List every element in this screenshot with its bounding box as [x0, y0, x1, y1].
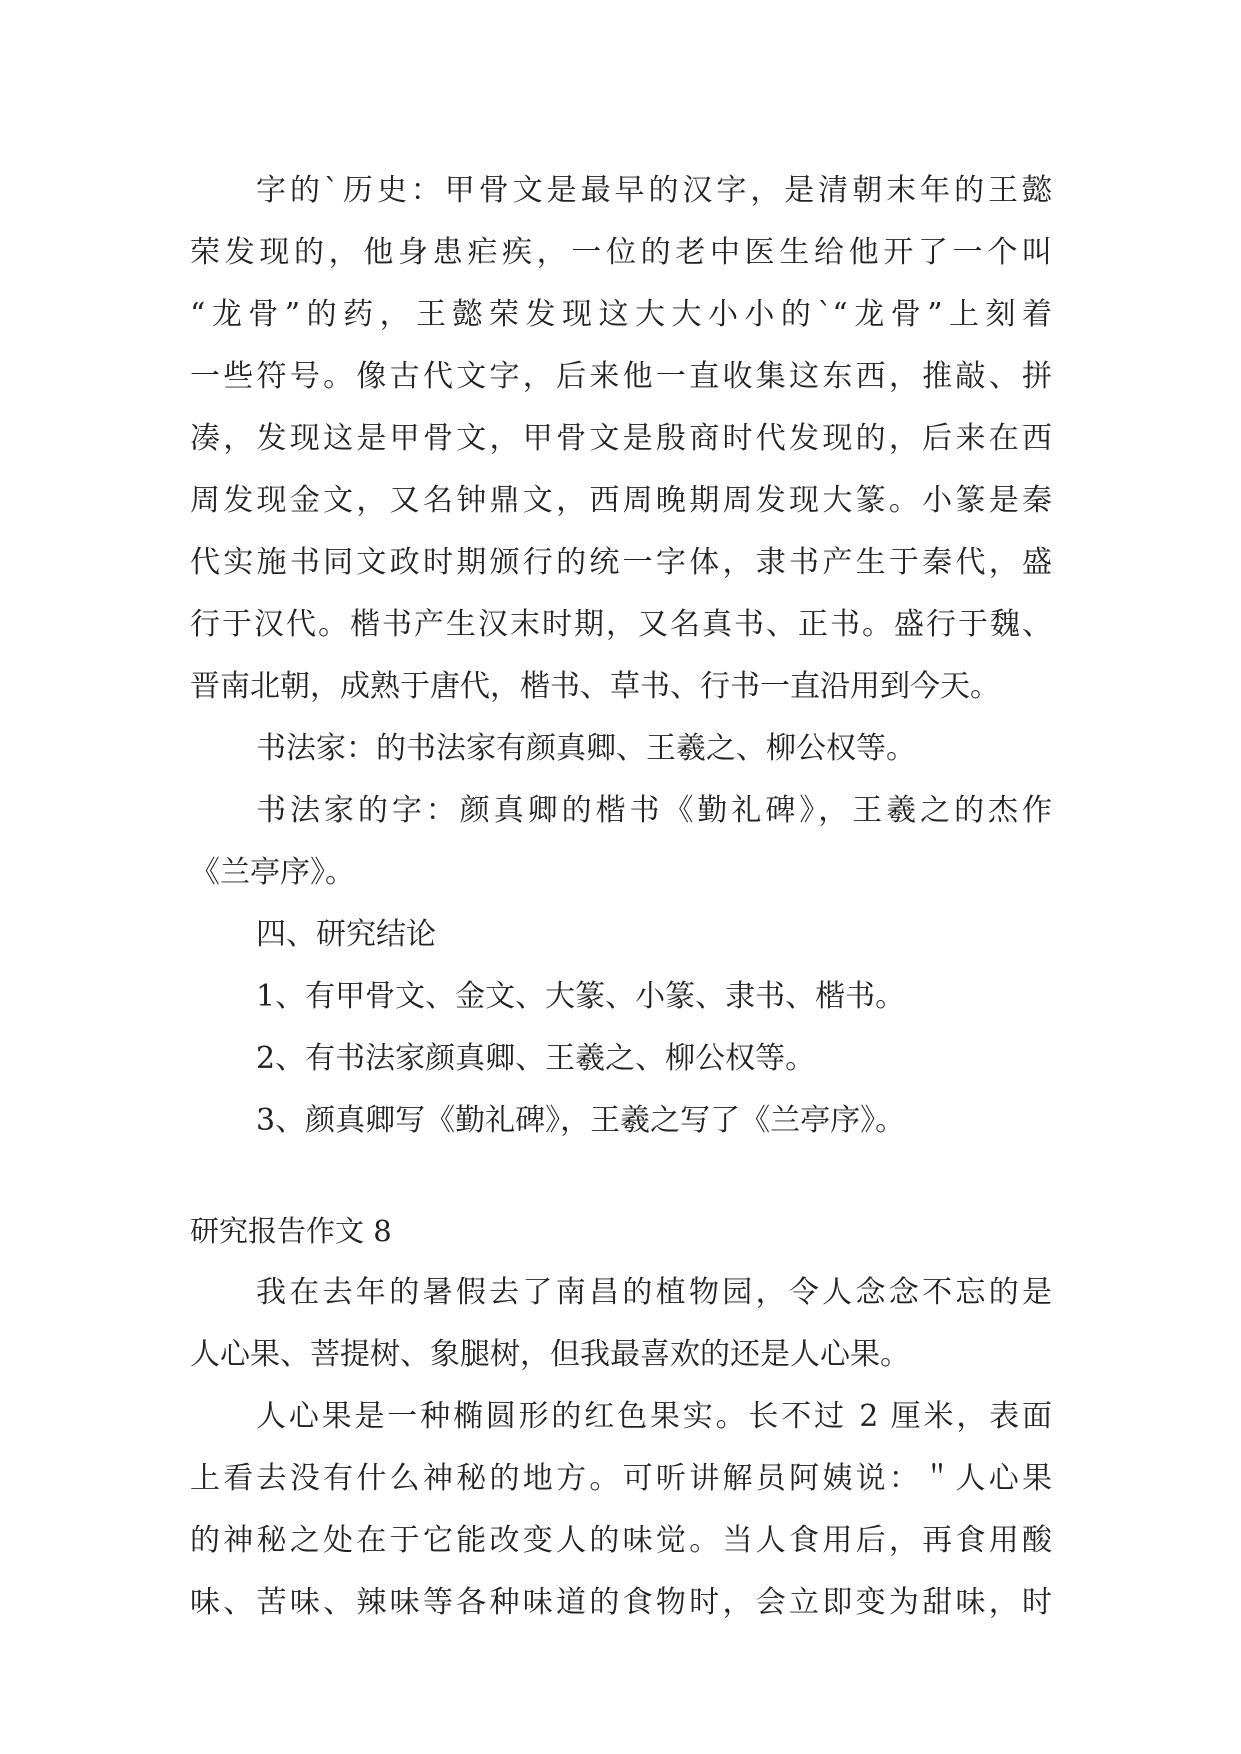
text-line: 行于汉代。楷书产生汉末时期，又名真书、正书。盛行于魏、: [190, 607, 1052, 642]
essay-8: [190, 1200, 1052, 1634]
text-line: 一些符号。像古代文字，后来他一直收集这东西，推敲、拼: [190, 359, 1052, 394]
conclusion-item: 1、有甲骨文、金文、大篆、小篆、隶书、楷书。: [256, 979, 906, 1014]
text-line: 凑，发现这是甲骨文，甲骨文是殷商时代发现的，后来在西: [190, 421, 1052, 456]
text-line: “龙骨”的药，王懿荣发现这大大小小的`“龙骨”上刻着: [190, 297, 1052, 332]
text-line: 我在去年的暑假去了南昌的植物园，令人念念不忘的是: [256, 1275, 1052, 1310]
text-line: 荣发现的，他身患疟疾，一位的老中医生给他开了一个叫: [190, 235, 1052, 270]
text-line: 字的`历史：甲骨文是最早的汉字，是清朝末年的王懿: [256, 173, 1052, 208]
document-page: [190, 160, 1052, 1634]
text-line: 周发现金文，又名钟鼎文，西周晚期周发现大篆。小篆是秦: [190, 483, 1052, 518]
essay-title: 研究报告作文 8: [190, 1214, 392, 1248]
text-line: 的神秘之处在于它能改变人的味觉。当人食用后，再食用酸: [190, 1523, 1052, 1558]
text-line: 书法家的字：颜真卿的楷书《勤礼碑》，王羲之的杰作: [256, 793, 1052, 828]
section-heading: 四、研究结论: [256, 917, 436, 952]
text-line: 人心果、菩提树、象腿树，但我最喜欢的还是人心果。: [190, 1337, 910, 1372]
text-line: 书法家：的书法家有颜真卿、王羲之、柳公权等。: [256, 731, 916, 766]
text-line: 味、苦味、辣味等各种味道的食物时，会立即变为甜味，时: [190, 1585, 1052, 1620]
text-line: 《兰亭序》。: [190, 855, 355, 890]
conclusion-item: 3、颜真卿写《勤礼碑》，王羲之写了《兰亭序》。: [256, 1103, 906, 1138]
text-line: 晋南北朝，成熟于唐代，楷书、草书、行书一直沿用到今天。: [190, 669, 1000, 704]
text-line: 人心果是一种椭圆形的红色果实。长不过 2 厘米，表面: [256, 1399, 1052, 1434]
paragraph-works: [190, 780, 1052, 904]
section-gap: [190, 1152, 1052, 1200]
conclusion-item: 2、有书法家颜真卿、王羲之、柳公权等。: [256, 1041, 816, 1076]
paragraph-calligraphers: [190, 718, 1052, 780]
conclusion-section: [190, 904, 1052, 1152]
text-line: 上看去没有什么神秘的地方。可听讲解员阿姨说：＂人心果: [190, 1461, 1052, 1496]
text-line: 代实施书同文政时期颁行的统一字体，隶书产生于秦代，盛: [190, 545, 1052, 580]
paragraph-history: [190, 160, 1052, 718]
